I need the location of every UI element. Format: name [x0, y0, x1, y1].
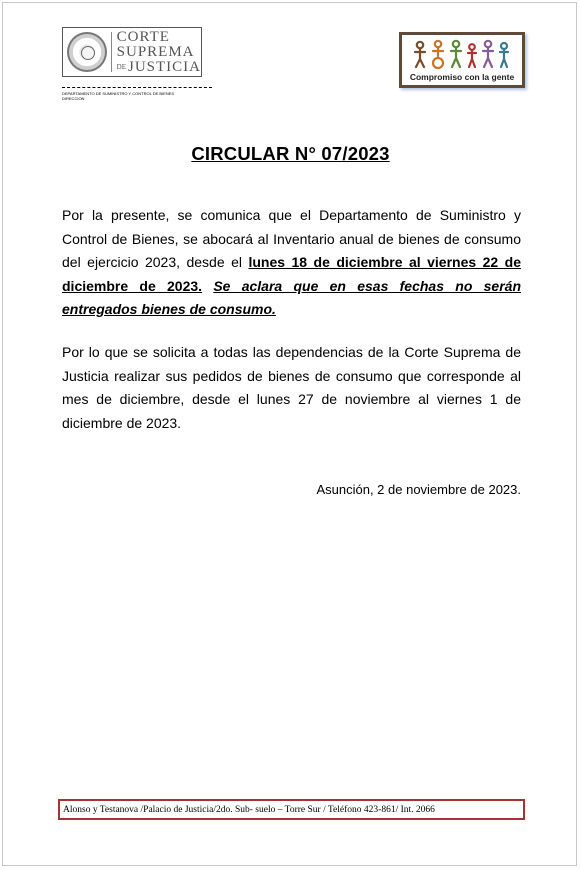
paragraph-2: Por lo que se solicita a todas las dependencias de la Corte Suprema de Justicia realizar sus pedidos de bienes de consumo que corresponde al mes de diciembre, desde el lunes 27 de noviembre al viernes 1 de diciembre de 2023. — [62, 344, 521, 431]
footer-address: Alonso y Testanova /Palacio de Justicia/2do. Sub- suelo – Torre Sur / Teléfono 423-861/ Int. 2066 — [63, 804, 435, 815]
circular-title: CIRCULAR N° 07/2023 — [191, 143, 390, 164]
inventory-notice: Se aclara que en esas fechas no serán entregados bienes de consumo. — [62, 277, 522, 317]
department-name: DEPARTAMENTO DE SUMINISTRO Y CONTROL DE BIENES — [62, 91, 175, 96]
logo-text-prefix: DE — [116, 62, 126, 71]
court-seal-icon — [67, 32, 107, 72]
people-figures-icon — [410, 37, 514, 71]
department-direction: DIRECCION — [62, 96, 85, 101]
logo-text-line3 — [117, 60, 201, 75]
logo-text — [117, 30, 201, 75]
logo-tagline: Compromiso con la gente — [409, 72, 515, 82]
inventory-dates: lunes 18 de diciembre al viernes 22 de diciembre de 2023. — [62, 254, 521, 294]
department-header — [62, 87, 212, 101]
place-date: Asunción, 2 de noviembre de 2023. — [316, 482, 521, 497]
logo-text-line1: CORTE — [116, 28, 170, 45]
logo-divider — [111, 32, 112, 72]
corte-suprema-logo — [62, 27, 202, 77]
logo-text-line2: SUPREMA — [116, 43, 195, 60]
compromiso-logo — [399, 32, 525, 88]
paragraph-1-text: Por la presente, se comunica que el Departamento de Suministro y Control de Bienes, se abocará al Inventario anual de bienes de consumo del ejercicio 2023, desde el — [62, 207, 521, 270]
footer-address-box — [58, 799, 525, 820]
logo-text-justicia: JUSTICIA — [127, 58, 201, 75]
department-separator — [62, 87, 212, 90]
paragraph-1 — [62, 204, 521, 322]
